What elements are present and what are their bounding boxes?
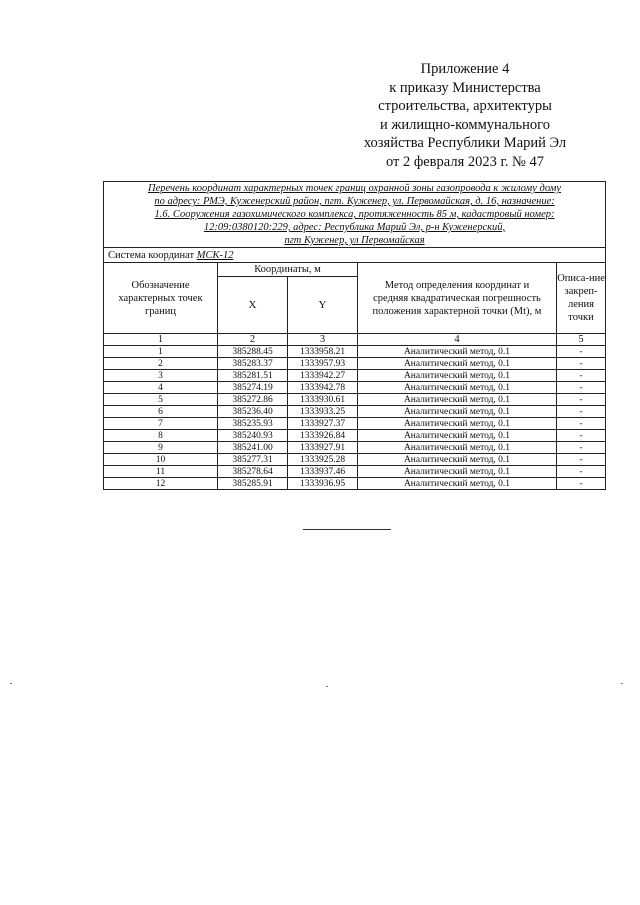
- description-cell: -: [557, 454, 606, 466]
- coordinates-table: [103, 181, 606, 490]
- point-number-cell: 11: [104, 466, 218, 478]
- y-coordinate-cell: 1333957.93: [288, 358, 358, 370]
- point-number-cell: 3: [104, 370, 218, 382]
- x-coordinate-cell: 385272.86: [218, 394, 288, 406]
- method-cell: Аналитический метод, 0.1: [358, 466, 557, 478]
- column-number: 3: [288, 334, 358, 346]
- header-y: Y: [288, 277, 358, 334]
- header-description: Описа-ние закреп-ления точки: [557, 263, 606, 334]
- coordinate-system-row: [104, 248, 606, 263]
- point-number-cell: 5: [104, 394, 218, 406]
- x-coordinate-cell: 385241.00: [218, 442, 288, 454]
- y-coordinate-cell: 1333927.91: [288, 442, 358, 454]
- column-number: 2: [218, 334, 288, 346]
- header-point: Обозначение характерных точек границ: [104, 263, 218, 334]
- header-line-order: к приказу Министерства: [389, 79, 541, 96]
- table-row: [104, 394, 606, 406]
- table-row: [104, 370, 606, 382]
- appendix-header: [330, 60, 600, 171]
- description-cell: -: [557, 358, 606, 370]
- description-cell: -: [557, 382, 606, 394]
- description-cell: -: [557, 370, 606, 382]
- table-row: [104, 418, 606, 430]
- method-cell: Аналитический метод, 0.1: [358, 442, 557, 454]
- column-number: 5: [557, 334, 606, 346]
- header-line-appendix: Приложение 4: [420, 61, 510, 77]
- table-row: [104, 346, 606, 358]
- point-number-cell: 4: [104, 382, 218, 394]
- table-title-line: Перечень координат характерных точек границ охранной зоны газопровода к жилому дому: [148, 183, 562, 194]
- x-coordinate-cell: 385283.37: [218, 358, 288, 370]
- table-row: [104, 382, 606, 394]
- point-number-cell: 6: [104, 406, 218, 418]
- point-number-cell: 8: [104, 430, 218, 442]
- header-method: Метод определения координат и средняя квадратическая погрешность положения характерной точки (Mt), м: [358, 263, 557, 334]
- description-cell: -: [557, 406, 606, 418]
- header-line-housing: и жилищно-коммунального: [379, 116, 551, 133]
- description-cell: -: [557, 478, 606, 490]
- method-cell: Аналитический метод, 0.1: [358, 418, 557, 430]
- point-number-cell: 12: [104, 478, 218, 490]
- x-coordinate-cell: 385278.64: [218, 466, 288, 478]
- table-title-line: по адресу: РМЭ, Куженерский район, пгт. Куженер, ул. Первомайская, д. 16, назначение:: [154, 196, 555, 207]
- description-cell: -: [557, 430, 606, 442]
- description-cell: -: [557, 418, 606, 430]
- table-title-line: пгт Куженер, ул Первомайская: [284, 235, 425, 246]
- y-coordinate-cell: 1333925.28: [288, 454, 358, 466]
- table-title-line: 12:09:0380120:229, адрес: Республика Марий Эл, р-н Куженерский,: [203, 222, 506, 233]
- method-cell: Аналитический метод, 0.1: [358, 394, 557, 406]
- y-coordinate-cell: 1333926.84: [288, 430, 358, 442]
- y-coordinate-cell: 1333942.78: [288, 382, 358, 394]
- y-coordinate-cell: 1333942.27: [288, 370, 358, 382]
- method-cell: Аналитический метод, 0.1: [358, 454, 557, 466]
- table-row: [104, 442, 606, 454]
- method-cell: Аналитический метод, 0.1: [358, 358, 557, 370]
- method-cell: Аналитический метод, 0.1: [358, 370, 557, 382]
- coordinate-system-value: МСК-12: [196, 249, 234, 261]
- x-coordinate-cell: 385285.91: [218, 478, 288, 490]
- x-coordinate-cell: 385236.40: [218, 406, 288, 418]
- table-title: [104, 182, 606, 248]
- scan-speck: [10, 683, 12, 684]
- description-cell: -: [557, 442, 606, 454]
- point-number-cell: 9: [104, 442, 218, 454]
- table-row: [104, 466, 606, 478]
- column-number-row: [104, 334, 606, 346]
- method-cell: Аналитический метод, 0.1: [358, 430, 557, 442]
- x-coordinate-cell: 385240.93: [218, 430, 288, 442]
- header-x: X: [218, 277, 288, 334]
- method-cell: Аналитический метод, 0.1: [358, 406, 557, 418]
- y-coordinate-cell: 1333958.21: [288, 346, 358, 358]
- header-line-republic: хозяйства Республики Марий Эл: [363, 135, 567, 151]
- description-cell: -: [557, 394, 606, 406]
- y-coordinate-cell: 1333936.95: [288, 478, 358, 490]
- x-coordinate-cell: 385277.31: [218, 454, 288, 466]
- closing-divider: [303, 529, 391, 530]
- point-number-cell: 7: [104, 418, 218, 430]
- point-number-cell: 10: [104, 454, 218, 466]
- x-coordinate-cell: 385274.19: [218, 382, 288, 394]
- x-coordinate-cell: 385288.45: [218, 346, 288, 358]
- scan-speck: [326, 686, 328, 687]
- description-cell: -: [557, 346, 606, 358]
- table-title-line: 1.6. Сооружения газохимического комплекса, протяженность 85 м, кадастровый номер:: [154, 209, 555, 220]
- method-cell: Аналитический метод, 0.1: [358, 346, 557, 358]
- method-cell: Аналитический метод, 0.1: [358, 382, 557, 394]
- column-number: 1: [104, 334, 218, 346]
- y-coordinate-cell: 1333930.61: [288, 394, 358, 406]
- header-line-ministry: строительства, архитектуры: [378, 98, 552, 114]
- x-coordinate-cell: 385235.93: [218, 418, 288, 430]
- coordinate-system-label: Система координат: [108, 249, 195, 261]
- table-row: [104, 478, 606, 490]
- point-number-cell: 1: [104, 346, 218, 358]
- y-coordinate-cell: 1333927.37: [288, 418, 358, 430]
- method-cell: Аналитический метод, 0.1: [358, 478, 557, 490]
- table-row: [104, 358, 606, 370]
- point-number-cell: 2: [104, 358, 218, 370]
- y-coordinate-cell: 1333937.46: [288, 466, 358, 478]
- table-row: [104, 454, 606, 466]
- scan-speck: [621, 683, 623, 684]
- header-coordinates: Координаты, м: [218, 263, 358, 277]
- table-body: [104, 346, 606, 490]
- table-row: [104, 430, 606, 442]
- x-coordinate-cell: 385281.51: [218, 370, 288, 382]
- header-line-date: от 2 февраля 2023 г. № 47: [385, 153, 545, 170]
- description-cell: -: [557, 466, 606, 478]
- column-number: 4: [358, 334, 557, 346]
- table-row: [104, 406, 606, 418]
- y-coordinate-cell: 1333933.25: [288, 406, 358, 418]
